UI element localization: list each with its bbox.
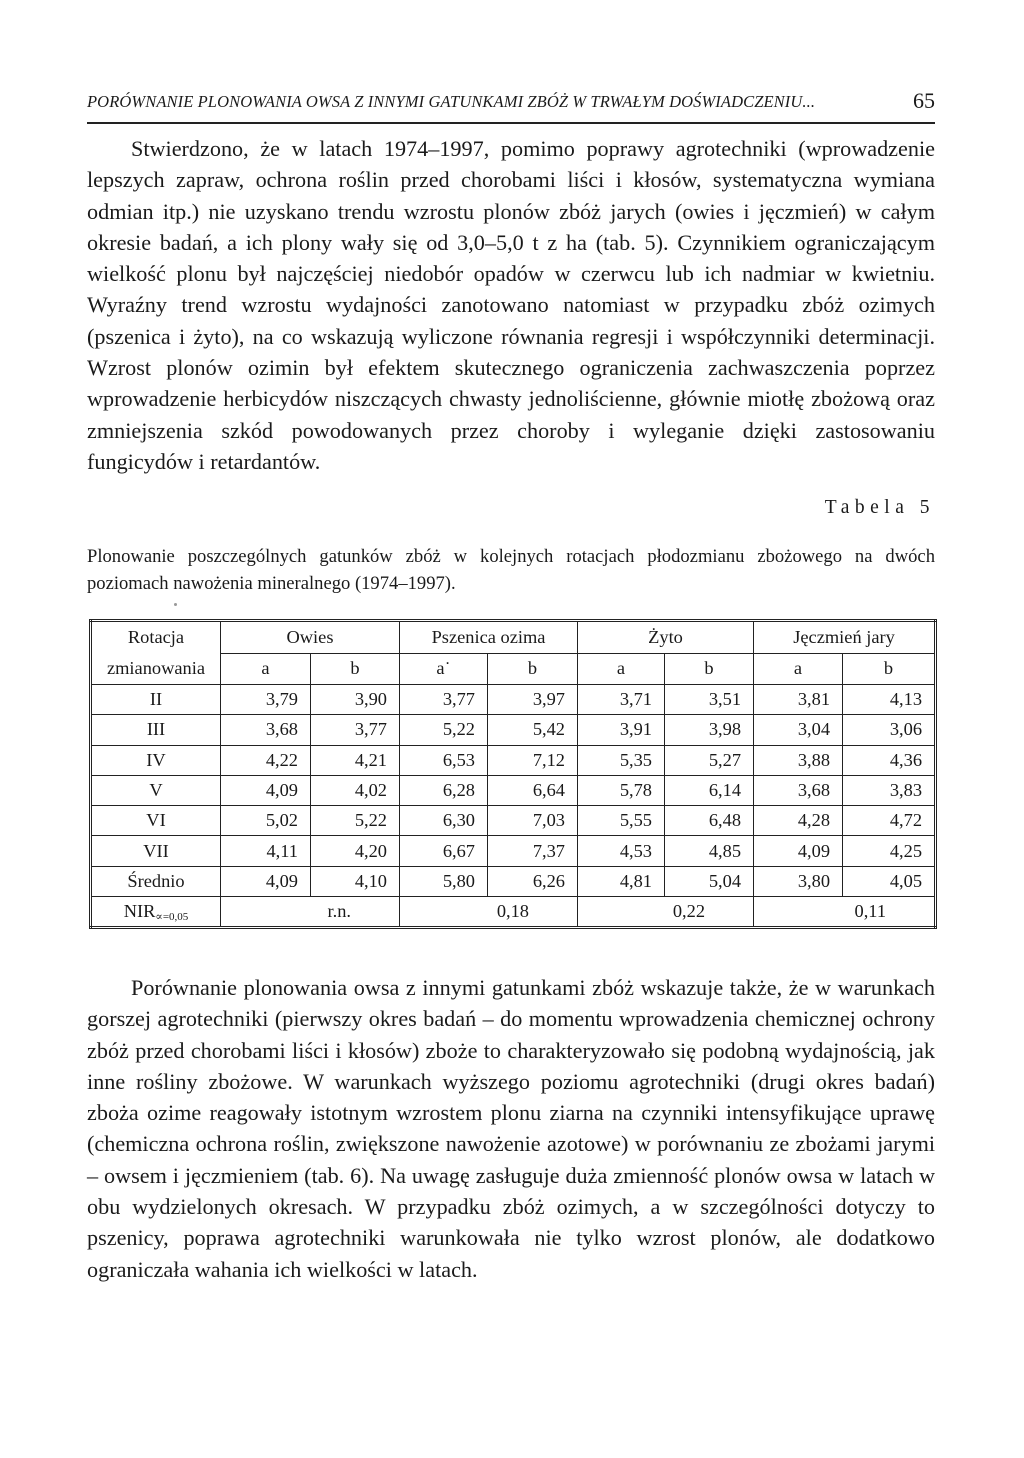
yield-table-container (89, 619, 934, 929)
table-cell: 5,02 (221, 806, 311, 836)
table-cell: 3,98 (665, 715, 754, 745)
row-label: Średnio (91, 866, 221, 896)
table-cell: 4,09 (221, 866, 311, 896)
subheader-cell: b (843, 653, 936, 684)
species-header-pszenica: Pszenica ozima (400, 621, 578, 654)
table-cell: 4,20 (311, 836, 400, 866)
table-cell: 4,11 (221, 836, 311, 866)
table-cell: 6,30 (400, 806, 488, 836)
table-cell: 3,77 (400, 685, 488, 715)
table-cell: 4,81 (578, 866, 665, 896)
table-cell: 6,53 (400, 745, 488, 775)
table-cell: 3,80 (754, 866, 843, 896)
table-cell: 4,85 (665, 836, 754, 866)
table-cell: 4,72 (843, 806, 936, 836)
subheader-cell: b (311, 653, 400, 684)
table-cell: 4,13 (843, 685, 936, 715)
table-cell: 4,09 (754, 836, 843, 866)
subheader-cell: b (488, 653, 578, 684)
nir-value-owies: r.n. (221, 897, 400, 928)
subheader-cell: b (665, 653, 754, 684)
body-paragraph-2: Porównanie plonowania owsa z innymi gatunkami zbóż wskazuje także, że w warunkach gorszej agrotechniki (pierwszy okres badań – do momentu wprowadzenia chemicznej ochrony zbóż przed chorobami liści i kłosów) zboże to charakteryzowało się podobną wydajnością, jak inne rośliny zbożowe. W warunkach wyższego poziomu agrotechniki (drugi okres badań) zboża ozime reagowały istotnym wzrostem plonu ziarna na czynniki intensyfikujące uprawę (chemiczna ochrona roślin, zwiększone nawożenie azotowe) w porównaniu ze zbożami jarymi – owsem i jęczmieniem (tab. 6). Na uwagę zasługuje duża zmienność plonów owsa w latach w obu wydzielonych okresach. W przypadku zbóż ozimych, a w szczególności dotyczy to pszenicy, poprawa agrotechniki warunkowała nie tylko wzrost plonów, ale dodatkowo ograniczała wahania ich wielkości w latach. (87, 975, 935, 1282)
subheader-cell: a˙ (400, 653, 488, 684)
table-row (91, 775, 936, 805)
table-row (91, 836, 936, 866)
table-cell: 6,48 (665, 806, 754, 836)
table-row (91, 715, 936, 745)
row-label: II (91, 685, 221, 715)
nir-label (91, 897, 221, 928)
table-cell: 6,14 (665, 775, 754, 805)
table-caption: Plonowanie poszczególnych gatunków zbóż w kolejnych rotacjach płodozmianu zbożowego na dwóch poziomach nawożenia mineralnego (1974–1997). (87, 546, 935, 594)
table-header-row (91, 621, 936, 654)
table-cell: 4,21 (311, 745, 400, 775)
table-cell: 4,02 (311, 775, 400, 805)
row-label: V (91, 775, 221, 805)
table-row (91, 866, 936, 896)
running-title: PORÓWNANIE PLONOWANIA OWSA Z INNYMI GATUNKAMI ZBÓŻ W TRWAŁYM DOŚWIADCZENIU... (87, 92, 816, 111)
nir-label-main: NIR (123, 901, 156, 922)
table-cell: 5,80 (400, 866, 488, 896)
table-cell: 6,28 (400, 775, 488, 805)
table-cell: 4,36 (843, 745, 936, 775)
row-label: III (91, 715, 221, 745)
subheader-cell: a (221, 653, 311, 684)
subheader-cell: a (754, 653, 843, 684)
nir-value-pszenica: 0,18 (400, 897, 578, 928)
subheader-cell: a (578, 653, 665, 684)
table-cell: 5,27 (665, 745, 754, 775)
rotation-header (91, 621, 221, 685)
table-cell: 5,22 (400, 715, 488, 745)
species-header-zyto: Żyto (578, 621, 754, 654)
table-cell: 3,88 (754, 745, 843, 775)
table-cell: 5,04 (665, 866, 754, 896)
yield-table (89, 619, 937, 929)
nir-value-zyto: 0,22 (578, 897, 754, 928)
row-label: VI (91, 806, 221, 836)
table-cell: 6,67 (400, 836, 488, 866)
species-header-owies: Owies (221, 621, 400, 654)
table-cell: 5,35 (578, 745, 665, 775)
row-label: IV (91, 745, 221, 775)
nir-label-sub: ∝=0,05 (155, 911, 189, 924)
table-cell: 4,09 (221, 775, 311, 805)
table-cell: 7,37 (488, 836, 578, 866)
table-cell: 3,71 (578, 685, 665, 715)
table-cell: 3,79 (221, 685, 311, 715)
table-cell: 4,53 (578, 836, 665, 866)
table-cell: 5,78 (578, 775, 665, 805)
table-cell: 3,77 (311, 715, 400, 745)
table-cell: 3,51 (665, 685, 754, 715)
table-cell: 4,05 (843, 866, 936, 896)
table-cell: 3,06 (843, 715, 936, 745)
scan-speck (174, 603, 177, 606)
table-cell: 3,97 (488, 685, 578, 715)
table-row (91, 806, 936, 836)
table-cell: 4,22 (221, 745, 311, 775)
table-cell: 4,25 (843, 836, 936, 866)
table-cell: 5,55 (578, 806, 665, 836)
species-header-jeczmien: Jęczmień jary (754, 621, 936, 654)
table-cell: 3,83 (843, 775, 936, 805)
table-cell: 4,28 (754, 806, 843, 836)
page-number: 65 (913, 88, 935, 113)
nir-value-jeczmien: 0,11 (754, 897, 936, 928)
table-cell: 7,03 (488, 806, 578, 836)
table-cell: 4,10 (311, 866, 400, 896)
table-cell: 3,68 (221, 715, 311, 745)
running-header (87, 88, 935, 124)
body-paragraph-1: Stwierdzono, że w latach 1974–1997, pomimo poprawy agrotechniki (wprowadzenie lepszych zapraw, ochrona roślin przed chorobami liści i kłosów, systematyczna wymiana odmian itp.) nie uzyskano trendu wzrostu plonów zbóż jarych (owies i jęczmień) w całym okresie badań, a ich plony wały się od 3,0–5,0 t z ha (tab. 5). Czynnikiem ograniczającym wielkość plonu był najczęściej niedobór opadów w czerwcu lub ich nadmiar w kwietniu. Wyraźny trend wzrostu wydajności zanotowano natomiast w przypadku zbóż ozimych (pszenica i żyto), na co wskazują wyliczone równania regresji i współczynniki determinacji. Wzrost plonów ozimin był efektem skutecznego ograniczenia zachwaszczenia poprzez wprowadzenie herbicydów niszczących chwasty jednoliścienne, głównie miotłę zbożową oraz zmniejszenia szkód powodowanych przez choroby i wyleganie dzięki zastosowaniu fungicydów i retardantów. (87, 136, 935, 474)
table-cell: 3,68 (754, 775, 843, 805)
table-cell: 3,90 (311, 685, 400, 715)
table-cell: 5,22 (311, 806, 400, 836)
table-cell: 6,64 (488, 775, 578, 805)
table-cell: 3,81 (754, 685, 843, 715)
table-cell: 3,04 (754, 715, 843, 745)
rotation-header-line1: Rotacja (127, 627, 185, 647)
table-cell: 7,12 (488, 745, 578, 775)
rotation-header-line2: zmianowania (106, 658, 206, 678)
table-cell: 3,91 (578, 715, 665, 745)
table-cell: 6,26 (488, 866, 578, 896)
table-label: Tabela 5 (824, 497, 935, 518)
row-label: VII (91, 836, 221, 866)
table-cell: 5,42 (488, 715, 578, 745)
nir-row (91, 897, 936, 928)
table-row (91, 685, 936, 715)
table-row (91, 745, 936, 775)
